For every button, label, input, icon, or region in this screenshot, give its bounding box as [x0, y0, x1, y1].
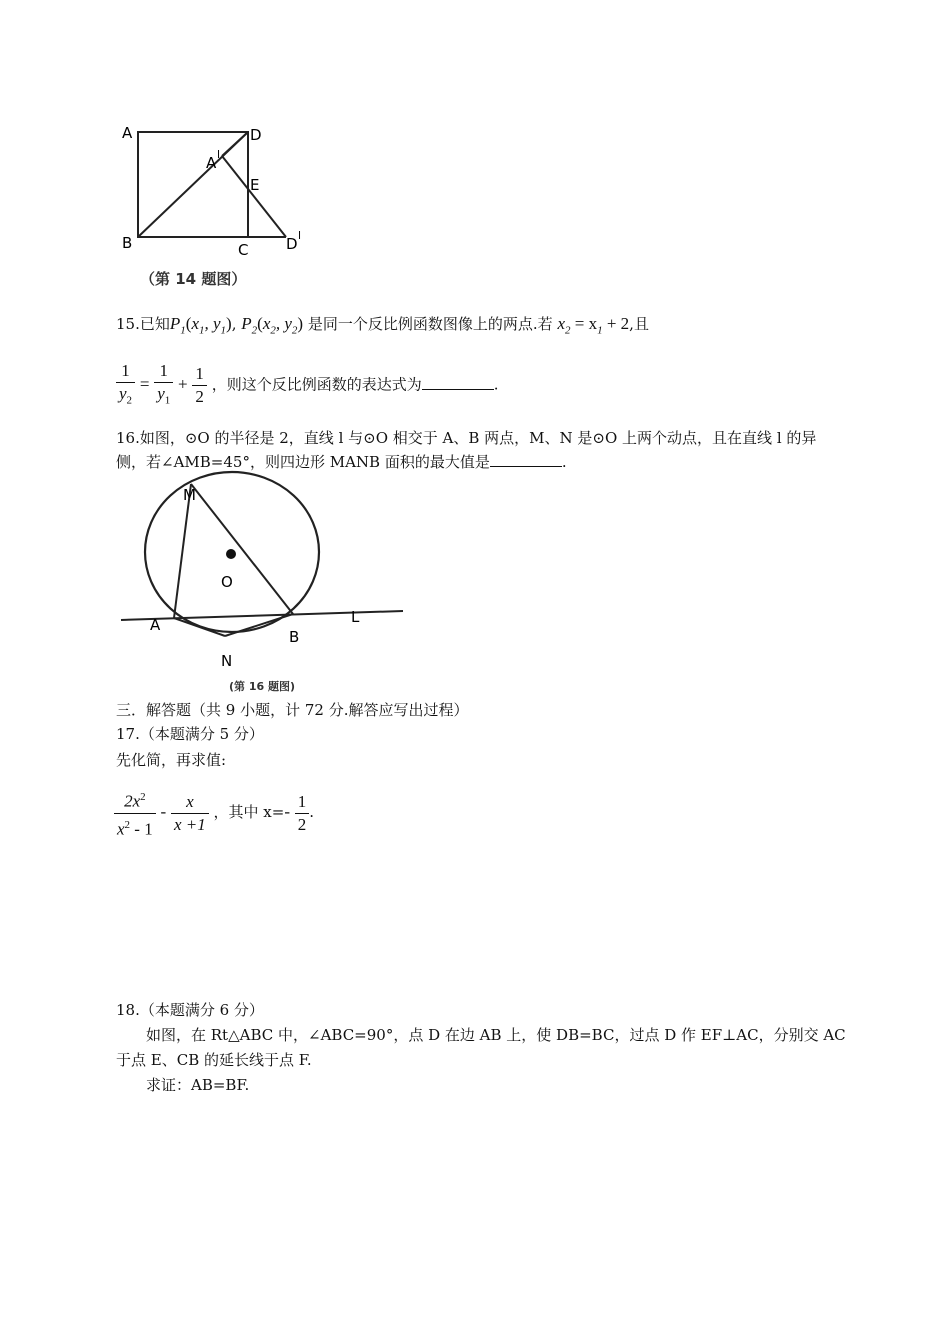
q15-plus: + — [178, 374, 188, 394]
segment-ma — [174, 484, 191, 618]
q18-header: 18.（本题满分 6 分） — [116, 1001, 264, 1019]
q15-frac-1-over-y2: $\frac{1}{y_2}$ — [116, 360, 135, 411]
segment-a1d1 — [222, 132, 248, 156]
q15-answer-blank[interactable] — [422, 375, 494, 390]
q15-condition: $x_2 = x_1 + 2$ — [557, 314, 630, 337]
fig16-label-l: L — [351, 608, 360, 626]
figure-14 — [110, 118, 330, 298]
q15-p1: $P_1(x_1$, $y_1$) — [169, 314, 232, 337]
fig14-label-d1-sup: l — [298, 229, 302, 242]
segment-mb — [191, 484, 293, 614]
q15-p2: $P_2(x_2$, $y_2$) — [241, 314, 304, 337]
q18-line3: 求证：AB=BF. — [146, 1076, 250, 1094]
fig16-label-m: M — [183, 486, 196, 504]
q15-mid-text: 是同一个反比例函数图像上的两点.若 — [307, 315, 553, 333]
q15-line2: $\frac{1}{y_2}$ = $\frac{1}{y_1}$ + $\frac{1}{2}$ ，则这个反比例函数的表达式为 . — [116, 360, 498, 411]
fig14-label-e: E — [250, 176, 260, 194]
q18-line1: 如图，在 Rt△ABC 中，∠ABC=90°，点 D 在边 AB 上，使 DB=BC，过点 D 作 EF⊥AC，分别交 AC — [146, 1026, 846, 1044]
fig14-label-c: C — [238, 241, 249, 259]
segment-an — [174, 618, 225, 636]
fig14-label-a: A — [122, 124, 133, 142]
fig14-label-b: B — [122, 234, 133, 252]
line-l — [121, 611, 403, 620]
q15-number: 15. — [116, 315, 140, 333]
fig14-label-d1: D — [286, 235, 298, 253]
q16-line1: 16.如图，⊙O 的半径是 2，直线 l 与⊙O 相交于 A、B 两点，M、N 是⊙O 上两个动点，且在直线 l 的异 — [116, 429, 817, 447]
section-3-heading: 三．解答题（共 9 小题，计 72 分.解答应写出过程） — [116, 701, 469, 719]
q15-line1 — [116, 314, 649, 340]
q15-prefix: 已知 — [139, 315, 170, 333]
figure-16 — [115, 470, 415, 700]
q17-minus: - — [160, 802, 167, 822]
q17-expression: $\frac{2x^2}{x^2 - 1}$ - $\frac{x}{x +1}$ ，其中 x=- $\frac{1}{2}$ . — [114, 786, 314, 840]
q15-equals: = — [139, 374, 150, 394]
fig14-label-a1-sup: l — [217, 148, 221, 161]
q17-instruction: 先化简，再求值: — [116, 751, 227, 769]
q16-line2: 侧，若∠AMB=45°，则四边形 MANB 面积的最大值是 . — [116, 453, 567, 471]
fig14-label-a1: A — [206, 154, 217, 172]
fig16-label-b: B — [289, 628, 300, 646]
q18-line2: 于点 E、CB 的延长线于点 F. — [116, 1051, 312, 1069]
q17-frac-2x2-over-x2-1: $\frac{2x^2}{x^2 - 1}$ — [114, 786, 156, 840]
q15-question: ，则这个反比例函数的表达式为 — [211, 375, 422, 394]
q15-sep: , — [231, 315, 237, 333]
center-o-dot — [226, 549, 236, 559]
fig14-label-d: D — [250, 126, 262, 144]
fig16-label-o: O — [221, 573, 233, 591]
fig16-label-n: N — [221, 652, 233, 670]
q16-answer-blank[interactable] — [490, 452, 562, 467]
q15-frac-1-over-y1: $\frac{1}{y_1}$ — [154, 360, 173, 411]
fig14-caption: （第 14 题图） — [140, 270, 247, 288]
q17-value-fraction: $\frac{1}{2}$ — [295, 791, 310, 836]
q15-frac-1-over-2: $\frac{1}{2}$ — [192, 363, 207, 408]
q17-frac-x-over-x-plus-1: $\frac{x}{x +1}$ — [171, 791, 209, 836]
q17-value-sign: - — [284, 802, 290, 822]
fig16-label-a: A — [150, 616, 161, 634]
q15-and: ,且 — [629, 315, 649, 333]
fig16-caption: (第 16 题图) — [229, 680, 296, 693]
segment-a1-d1 — [222, 156, 286, 237]
q17-where: ，其中 x= — [213, 803, 285, 822]
q17-header: 17.（本题满分 5 分） — [116, 725, 264, 743]
